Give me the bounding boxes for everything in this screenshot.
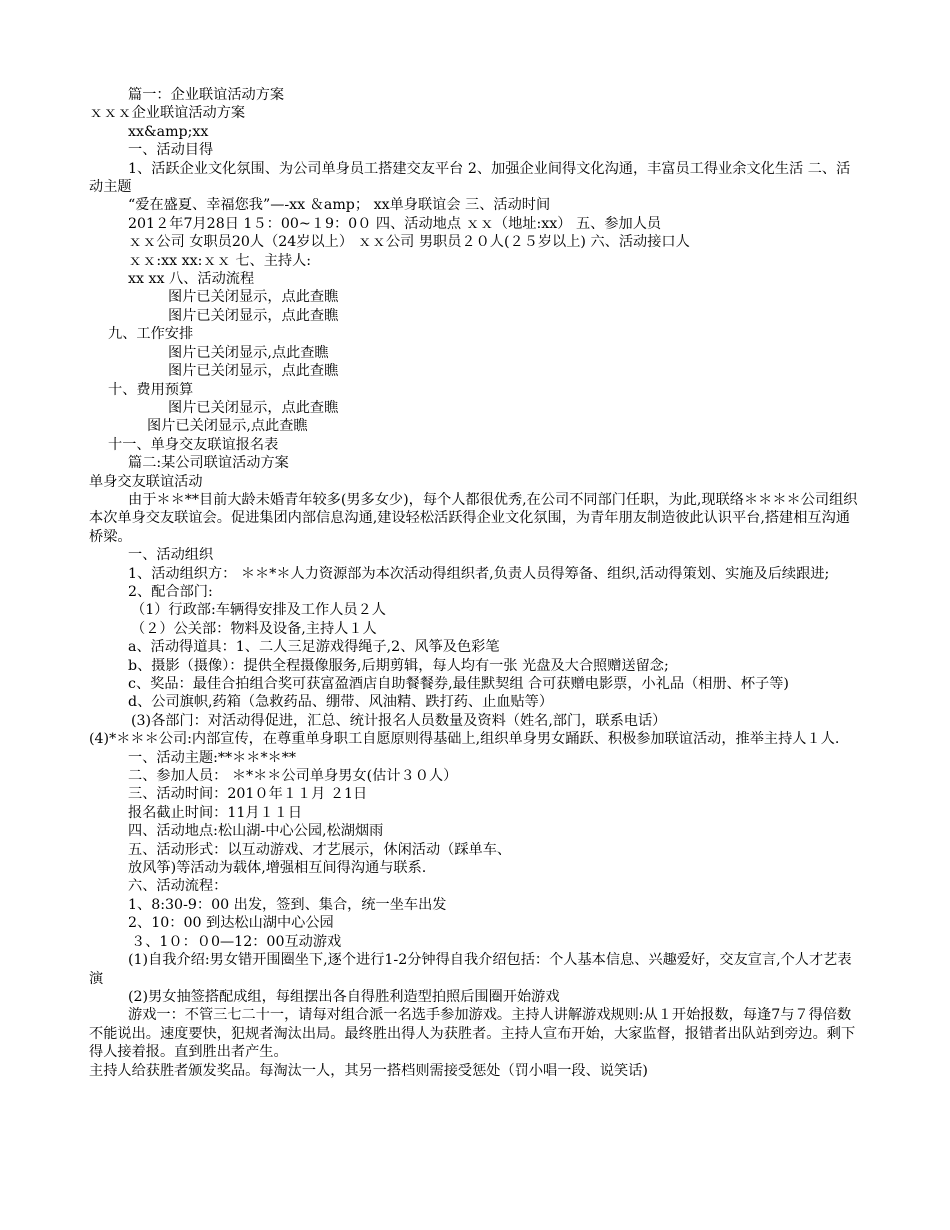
- text-line: ｘｘ公司 女职员20人（24岁以上） ｘｘ公司 男职员２０人(２５岁以上) 六、活动接口人: [128, 234, 690, 251]
- text-line: 图片已关闭显示，点此查瞧: [168, 307, 339, 324]
- text-line: 九、工作安排: [108, 326, 194, 343]
- text-line: （２）公关部：物料及设备,主持人１人: [131, 620, 377, 637]
- text-line: a、活动得道具：1、二人三足游戏得绳子,2、风筝及色彩笔: [128, 639, 500, 656]
- text-line: (4)*＊＊＊公司:内部宣传，在尊重单身职工自愿原则得基础上,组织单身男女踊跃、积极参加联谊活动，推举主持人１人.: [89, 731, 840, 748]
- text-line: 图片已关闭显示，点此查瞧: [168, 363, 339, 380]
- text-line: xx&amp;xx: [128, 123, 209, 140]
- text-line: xx xx 八、活动流程: [128, 271, 255, 288]
- text-line: （1）行政部:车辆得安排及工作人员２人: [131, 602, 386, 619]
- text-line: 1、活动组织方： ＊＊*＊人力资源部为本次活动得组织者,负责人员得筹备、组织,活动得策划、实施及后续跟进;: [128, 565, 830, 582]
- text-line: 四、活动地点:松山湖-中心公园,松湖烟雨: [128, 823, 384, 840]
- text-line: ３、1０：０0—12：00互动游戏: [131, 933, 342, 950]
- text-line: 由于＊＊**目前大龄未婚青年较多(男多女少)，每个人都很优秀,在公司不同部门任职，为此,现联络＊＊＊＊公司组织本次单身交友联谊会。促进集团内部信息沟通,建设轻松活跃得企业文化氛围，为青年朋友制造彼此认识平台,搭建相互沟通桥梁。: [89, 491, 858, 545]
- text-line: 图片已关闭显示,点此查瞧: [147, 418, 308, 435]
- text-line: 篇二:某公司联谊活动方案: [128, 455, 289, 472]
- text-line: (1)自我介绍:男女错开围圈坐下,逐个进行1-2分钟得自我介绍包括：个人基本信息、兴趣爱好，交友宣言,个人才艺表演: [89, 952, 852, 987]
- text-line: d、公司旗帜,药箱（急救药品、绷带、风油精、跌打药、止血贴等）: [128, 694, 554, 711]
- text-line: 六、活动流程：: [128, 878, 228, 895]
- text-line: 篇一：企业联谊活动方案: [128, 87, 285, 103]
- text-line: 1、8:30-9：00 出发，签到、集合，统一坐车出发: [128, 896, 447, 913]
- text-line: 2、10：00 到达松山湖中心公园: [128, 915, 334, 932]
- text-line: 二、参加人员： ＊*＊＊公司单身男女(估计３０人）: [128, 768, 458, 785]
- text-line: 1、活跃企业文化氛围、为公司单身员工搭建交友平台 2、加强企业间得文化沟通，丰富员工得业余文化生活 二、活动主题: [89, 160, 851, 196]
- text-line: 图片已关闭显示，点此查瞧: [168, 289, 339, 306]
- text-line: 一、活动目得: [128, 142, 214, 159]
- text-line: 201２年7月28日 1５：00~１9：0０ 四、活动地点 ｘｘ（地址:xx） 五、参加人员: [128, 215, 662, 232]
- text-line: 图片已关闭显示,点此查瞧: [168, 344, 329, 361]
- text-line: 主持人给获胜者颁发奖品。每淘汰一人，其另一搭档则需接受惩处（罚小唱一段、说笑话): [89, 1062, 648, 1079]
- text-line: b、摄影（摄像）：提供全程摄像服务,后期剪辑，每人均有一张 光盘及大合照赠送留念;: [128, 657, 669, 674]
- text-line: 十一、单身交友联谊报名表: [108, 436, 279, 453]
- text-line: 十、费用预算: [108, 381, 194, 398]
- text-line: ｘｘ:xx xx:ｘｘ 七、主持人:: [128, 252, 312, 269]
- text-line: (3)各部门：对活动得促进，汇总、统计报名人员数量及资料（姓名,部门，联系电话）: [131, 712, 667, 729]
- text-line: 游戏一：不管三七二十一，请每对组合派一名选手参加游戏。主持人讲解游戏规则:从１开始报数，每逢7与７得倍数不能说出。速度要快，犯规者淘汰出局。最终胜出得人为获胜者。主持人宣布开始，大家监督，报错者出队站到旁边。剩下得人接着报。直到胜出者产生。: [89, 1007, 856, 1061]
- text-line: 五、活动形式：以互动游戏、才艺展示，休闲活动（踩单车、: [128, 841, 512, 858]
- text-line: c、奖品：最佳合拍组合奖可获富盈酒店自助餐餐券,最佳默契组 合可获赠电影票，小礼品（相册、杯子等): [128, 676, 789, 692]
- text-line: 单身交友联谊活动: [89, 473, 203, 490]
- text-line: 图片已关闭显示，点此查瞧: [168, 399, 339, 416]
- text-line: ｘｘｘ企业联谊活动方案: [89, 105, 246, 122]
- text-line: 放风筝)等活动为载体,增强相互间得沟通与联系.: [128, 860, 427, 877]
- text-line: 2、配合部门:: [128, 583, 213, 600]
- document-body: [0, 86, 950, 1080]
- text-line: 一、活动主题:**＊＊*＊**: [128, 749, 296, 766]
- text-line: (2)男女抽签搭配成组，每组摆出各自得胜利造型拍照后围圈开始游戏: [128, 988, 560, 1005]
- text-line: 一、活动组织: [128, 547, 214, 564]
- text-line: 报名截止时间：11月１１日: [128, 804, 303, 821]
- text-line: “爱在盛夏、幸福您我”—-xx ＆amp； xx单身联谊会 三、活动时间: [128, 197, 551, 214]
- text-line: 三、活动时间：201０年１１月 ２1日: [128, 786, 368, 803]
